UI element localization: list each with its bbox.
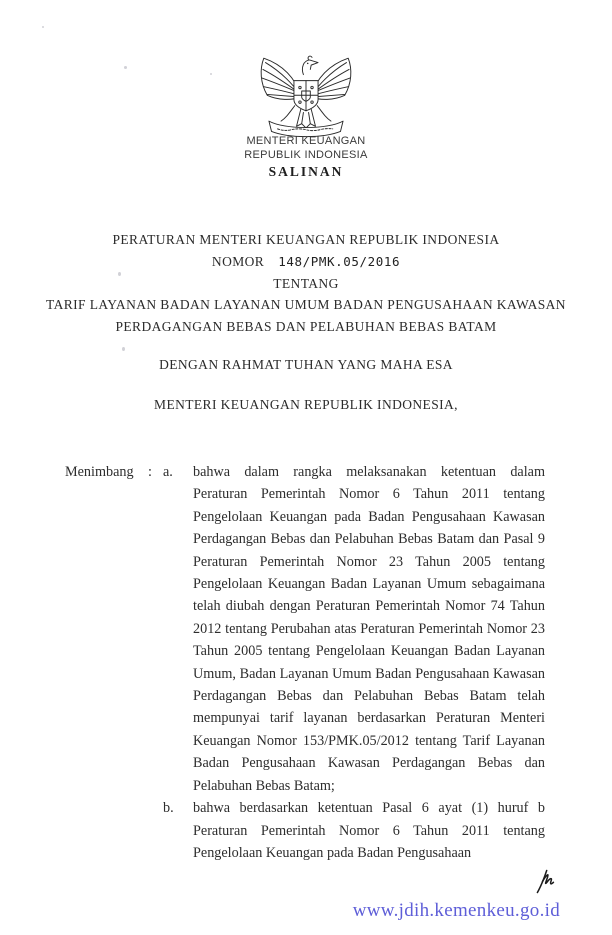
nomor-label: NOMOR	[211, 253, 265, 269]
considering-section	[65, 461, 547, 864]
eagle-head	[302, 56, 318, 74]
subject-line-2: PERDAGANGAN BEBAS DAN PELABUHAN BEBAS BATAM	[115, 319, 497, 335]
regulation-number-line	[0, 251, 612, 273]
subject-line-1: TARIF LAYANAN BADAN LAYANAN UMUM BADAN PENGUSAHAAN KAWASAN	[46, 297, 566, 313]
ministry-name: MENTERI KEUANGAN	[246, 135, 366, 147]
scan-artifact	[118, 272, 121, 276]
nomor-value: 148/PMK.05/2016	[278, 253, 401, 269]
scan-artifact	[210, 73, 212, 75]
item-marker-a: a.	[163, 464, 173, 480]
regulation-title: PERATURAN MENTERI KEUANGAN REPUBLIK INDONESIA	[112, 232, 500, 247]
pancasila-shield	[294, 81, 318, 111]
copy-stamp: SALINAN	[268, 164, 344, 179]
garuda-pancasila-emblem	[250, 52, 362, 142]
issuing-authority-line: MENTERI KEUANGAN REPUBLIK INDONESIA,	[154, 397, 458, 412]
ministry-country: REPUBLIK INDONESIA	[244, 148, 368, 161]
considering-item-b	[163, 797, 547, 864]
tail-feathers	[297, 109, 316, 128]
scan-artifact	[42, 26, 44, 28]
invocation-line: DENGAN RAHMAT TUHAN YANG MAHA ESA	[159, 357, 453, 372]
considering-items	[163, 461, 547, 864]
tentang-label: TENTANG	[273, 275, 339, 291]
scan-artifact	[122, 347, 125, 351]
jdih-website-link[interactable]: www.jdih.kemenkeu.go.id	[352, 900, 560, 921]
item-text-a: bahwa dalam rangka melaksanakan ketentuan dalam Peraturan Pemerintah Nomor 6 Tahun 2011 tentang Pengelolaan Keuangan pada Badan Pengusahaan Kawasan Perdagangan Bebas dan Pelabuhan Bebas Batam dan Pasal 9 Peraturan Pemerintah Nomor 23 Tahun 2005 tentang Pengelolaan Keuangan Badan Layanan Umum sebagaimana telah diubah dengan Peraturan Pemerintah Nomor 74 Tahun 2012 tentang Perubahan atas Peraturan Pemerintah Nomor 23 Tahun 2005 tentang Pengelolaan Keuangan Badan Layanan Umum, Badan Layanan Umum Badan Pengusahaan Kawasan Perdagangan Bebas dan Pelabuhan Bebas Batam telah mempunyai tarif layanan berdasarkan Peraturan Menteri Keuangan Nomor 153/PMK.05/2012 tentang Tarif Layanan Badan Pengusahaan Kawasan Perdagangan Bebas dan Pelabuhan Bebas Batam;	[193, 464, 545, 794]
considering-item-a	[163, 461, 547, 797]
title-block	[0, 229, 612, 338]
scan-artifact	[124, 66, 127, 69]
item-marker-b: b.	[163, 800, 174, 817]
ministry-header	[0, 135, 612, 162]
handwritten-paraf-mark	[534, 868, 556, 895]
item-text-b: bahwa berdasarkan ketentuan Pasal 6 ayat (1) huruf b Peraturan Pemerintah Nomor 6 Tahun 2011 tentang Pengelolaan Keuangan pada Badan Pengusahaan	[193, 800, 545, 861]
menimbang-label: Menimbang	[65, 464, 134, 480]
colon-separator: :	[148, 464, 152, 480]
